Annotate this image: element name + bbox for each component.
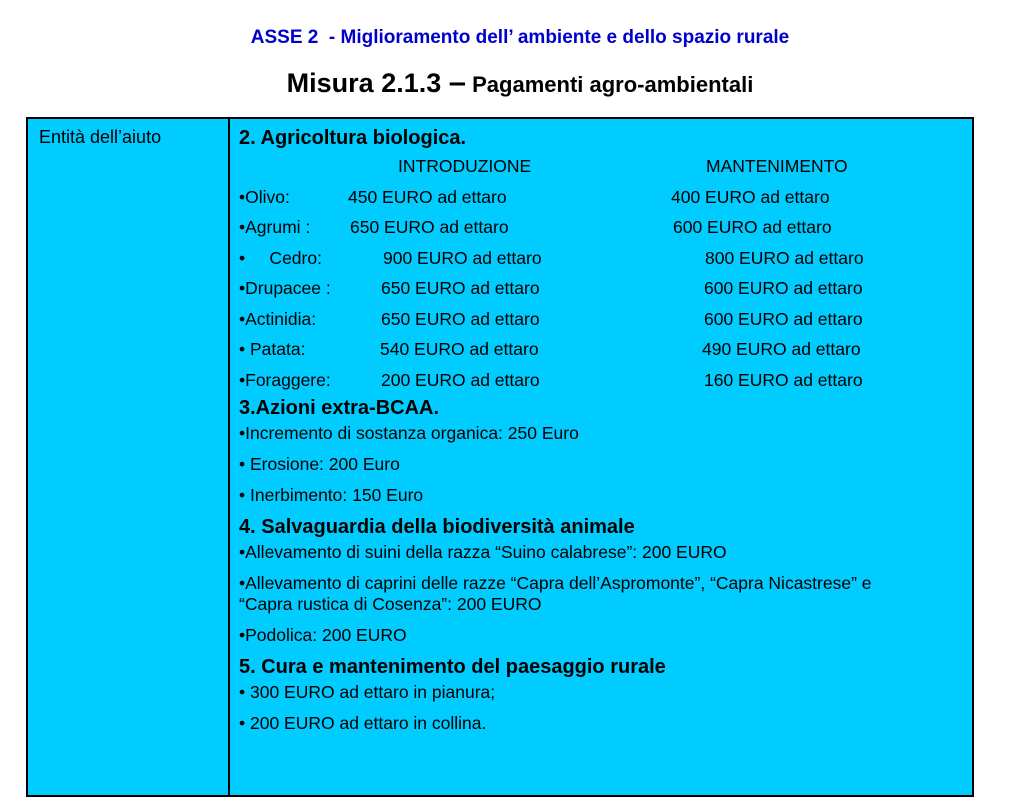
label-cell: Entità dell’aiuto bbox=[39, 127, 162, 147]
intro-value: 900 EURO ad ettaro bbox=[383, 247, 542, 268]
list-item: •Allevamento di suini della razza “Suino calabrese”: 200 EURO bbox=[239, 542, 727, 562]
maint-value: 600 EURO ad ettaro bbox=[673, 217, 832, 237]
section-3-heading: 3.Azioni extra-BCAA. bbox=[239, 397, 440, 419]
slide-title bbox=[0, 64, 1024, 100]
maint-value: 490 EURO ad ettaro bbox=[702, 339, 861, 359]
table-row bbox=[239, 245, 966, 276]
column-headers bbox=[239, 153, 966, 184]
list-item: • Erosione: 200 Euro bbox=[239, 454, 400, 474]
maint-value: 800 EURO ad ettaro bbox=[705, 247, 864, 268]
table-row bbox=[239, 306, 966, 337]
maint-value: 600 EURO ad ettaro bbox=[704, 308, 863, 329]
slide-subtitle: ASSE 2 - Miglioramento dell’ ambiente e dello spazio rurale bbox=[250, 27, 790, 48]
header-mantenimento: MANTENIMENTO bbox=[706, 156, 848, 176]
maint-value: 160 EURO ad ettaro bbox=[704, 369, 863, 390]
maint-value: 600 EURO ad ettaro bbox=[704, 278, 863, 298]
table-row bbox=[239, 275, 966, 306]
title-dash: – bbox=[448, 64, 467, 99]
crop-name: •Drupacee : bbox=[239, 278, 331, 298]
intro-value: 540 EURO ad ettaro bbox=[380, 339, 539, 359]
intro-value: 650 EURO ad ettaro bbox=[350, 217, 509, 237]
intro-value: 200 EURO ad ettaro bbox=[381, 369, 540, 390]
list-item: • 200 EURO ad ettaro in collina. bbox=[239, 713, 487, 733]
section-4-heading: 4. Salvaguardia della biodiversità animale bbox=[239, 516, 635, 538]
intro-value: 650 EURO ad ettaro bbox=[381, 308, 540, 329]
table-row bbox=[239, 367, 966, 398]
section-5-heading: 5. Cura e mantenimento del paesaggio rurale bbox=[239, 656, 666, 678]
list-item: •Podolica: 200 EURO bbox=[239, 625, 407, 645]
crop-name: • Cedro: bbox=[239, 247, 322, 268]
header-introduzione: INTRODUZIONE bbox=[398, 156, 532, 176]
list-item: •Allevamento di caprini delle razze “Capra dell’Aspromonte”, “Capra Nicastrese” e “Capra rustica di Cosenza”: 200 EURO bbox=[239, 573, 872, 614]
list-item: • 300 EURO ad ettaro in pianura; bbox=[239, 682, 496, 702]
table-row bbox=[239, 184, 966, 215]
crop-name: •Actinidia: bbox=[239, 308, 317, 329]
content-column bbox=[239, 127, 966, 744]
intro-value: 450 EURO ad ettaro bbox=[348, 186, 507, 207]
crop-name: •Foraggere: bbox=[239, 369, 331, 390]
aid-table bbox=[26, 117, 974, 797]
list-item: • Inerbimento: 150 Euro bbox=[239, 485, 424, 505]
maint-value: 400 EURO ad ettaro bbox=[671, 186, 830, 207]
title-sub: Pagamenti agro-ambientali bbox=[466, 72, 754, 97]
intro-value: 650 EURO ad ettaro bbox=[381, 278, 540, 298]
table-row bbox=[239, 214, 966, 245]
crop-name: •Agrumi : bbox=[239, 217, 311, 237]
title-main: Misura 2.1.3 bbox=[286, 68, 449, 98]
label-column bbox=[28, 119, 230, 795]
crop-name: •Olivo: bbox=[239, 186, 290, 207]
table-row bbox=[239, 336, 966, 367]
list-item: •Incremento di sostanza organica: 250 Euro bbox=[239, 423, 579, 443]
crop-name: • Patata: bbox=[239, 339, 306, 359]
section-2-heading: 2. Agricoltura biologica. bbox=[239, 127, 467, 149]
